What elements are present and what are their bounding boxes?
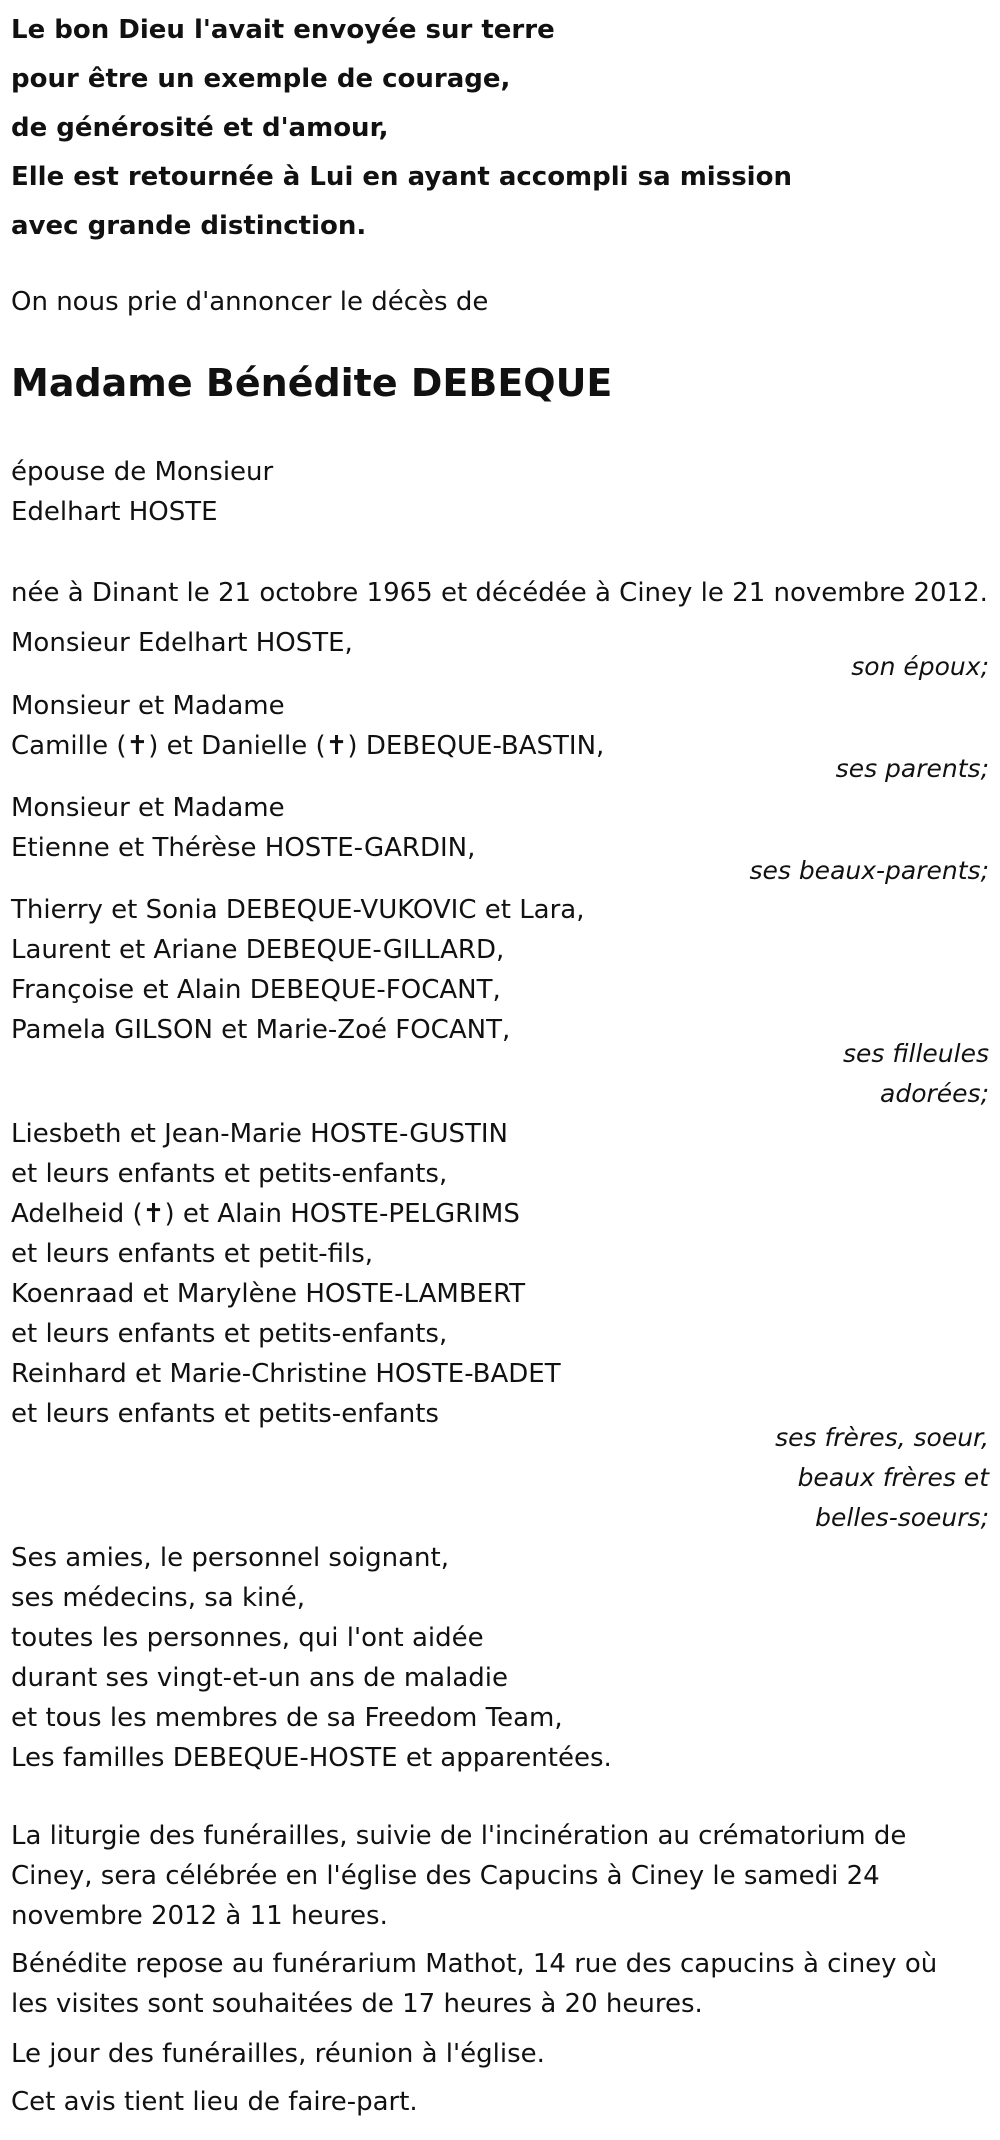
mourner-names: Liesbeth et Jean-Marie HOSTE-GUSTIN et leurs enfants et petits-enfants, Adelheid (✝) et Alain HOSTE-PELGRIMS et leurs enfants et petit-fils, Koenraad et Marylène HOSTE-LAMBERT et leurs enfants et petits-enfants, Reinhard et Marie-Christine HOSTE-BADET et leurs enfants et petits-enfants [11,1119,561,1429]
mourner-names: Ses amies, le personnel soignant, ses médecins, sa kiné, toutes les personnes, qui l'ont aidée durant ses vingt-et-un ans de maladie et tous les membres de sa Freedom Team, Les familles DEBEQUE-HOSTE et apparentées. [11,1543,612,1773]
spouse-text: épouse de Monsieur Edelhart HOSTE [11,457,274,527]
deceased-name: Madame Bénédite DEBEQUE [11,361,613,405]
birth-death-text: née à Dinant le 21 octobre 1965 et décédée à Ciney le 21 novembre 2012. [11,578,988,608]
mourner-names: Monsieur Edelhart HOSTE, [11,628,353,658]
mourner-names: Monsieur et Madame Etienne et Thérèse HOSTE-GARDIN, [11,793,476,863]
mourner-relation: son époux; [851,652,989,681]
announcement-text: On nous prie d'annoncer le décès de [11,287,489,317]
funeral-info: La liturgie des funérailles, suivie de l'incinération au crématorium de Ciney, sera célébrée en l'église des Capucins à Ciney le samedi 24 novembre 2012 à 11 heures. [11,1821,907,1931]
mourner-names: Monsieur et Madame Camille (✝) et Danielle (✝) DEBEQUE-BASTIN, [11,691,605,761]
visitation-info: Bénédite repose au funérarium Mathot, 14 rue des capucins à ciney où les visites sont souhaitées de 17 heures à 20 heures. [11,1949,938,2019]
mourner-relation: ses frères, soeur, beaux frères et belles-soeurs; [775,1423,989,1532]
mourner-relation: ses beaux-parents; [749,856,989,885]
mourner-relation: ses parents; [835,754,989,783]
mourner-relation: ses filleules adorées; [843,1039,989,1108]
mourner-names: Thierry et Sonia DEBEQUE-VUKOVIC et Lara, Laurent et Ariane DEBEQUE-GILLARD, Françoise et Alain DEBEQUE-FOCANT, Pamela GILSON et Marie-Zoé FOCANT, [11,895,585,1045]
intro-poem: Le bon Dieu l'avait envoyée sur terre pour être un exemple de courage, de générosité et d'amour, Elle est retournée à Lui en ayant accompli sa mission avec grande distinction. [11,15,792,241]
closing-text: Cet avis tient lieu de faire-part. [11,2087,418,2117]
funeral-day-info: Le jour des funérailles, réunion à l'église. [11,2039,545,2069]
